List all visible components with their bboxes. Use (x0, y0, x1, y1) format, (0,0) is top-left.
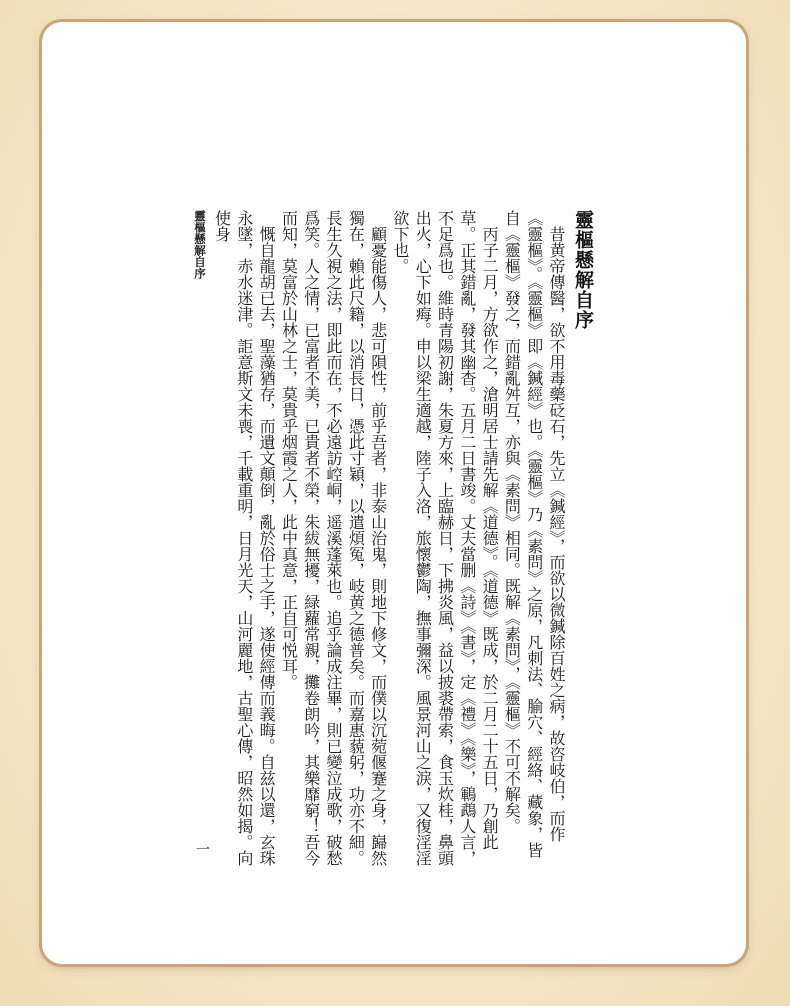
paragraph: 慨自龍胡已去，聖藻猶存，而遺文顛倒，亂於俗士之手，遂使經傳而義晦。自兹以還，玄珠永墜，赤水迷津。詎意斯文未喪，千載重明，日月光天，山河麗地，古聖心傳，昭然如揭。向使身 (212, 210, 277, 866)
running-head: 靈樞懸解自序 (193, 210, 207, 279)
paragraph: 丙子二月，方欲作之，滄明居士請先解《道德》。《道德》既成，於二月二十五日，乃創此草。正其錯亂，發其幽杳。五月二日書竣。丈夫當删《詩》《書》，定《禮》《樂》，鶤鵡人言，不足爲也。維時青陽初謝，朱夏方來，上臨赫日，下拂炎風，益以披裘帶索，食玉炊桂，鼻頭出火，心下如痗。申以梁生適越，陸子入洛，旅懷鬱陶，撫事彌深。風景河山之淚，又復淫淫欲下也。 (390, 210, 500, 866)
paragraph: 顧憂能傷人，悲可隕性，前乎吾者，非泰山治鬼，則地下修文，而僕以沉菀偃蹇之身，巋然獨在，賴此尺籍，以消長日，憑此寸穎，以遣煩冤，岐黄之德普矣。而嘉惠藐躬，功亦不細。長生久視之法，即此而在，不必遠訪崆峒，遥溪蓬萊也。追乎論成注畢，則已變泣成歌，破愁爲笑。人之情，已富者不美，已貴者不榮，朱紱無擾，緑蘿常親，攤卷朗吟，其樂靡窮！吾今而知，莫富於山林之士，莫貴乎烟霞之人，此中真意，正自可悦耳。 (279, 210, 388, 866)
paragraph: 昔黄帝傳醫，欲不用毒藥砭石，先立《鍼經》，而欲以微鍼除百姓之病，故咨岐伯，而作《靈樞》。《靈樞》即《鍼經》也。《靈樞》乃《素問》之原，凡刺法、腧穴、經絡、藏象，皆自《靈樞》發之，而錯亂舛互，亦與《素問》相同。既解《素問》，《靈樞》不可不解矣。 (502, 210, 566, 858)
page-title: 靈樞懸解自序 (572, 210, 594, 330)
preface-body (210, 210, 567, 870)
page-card (42, 22, 746, 964)
page-number: 一 (194, 842, 210, 856)
book-page (192, 210, 597, 870)
